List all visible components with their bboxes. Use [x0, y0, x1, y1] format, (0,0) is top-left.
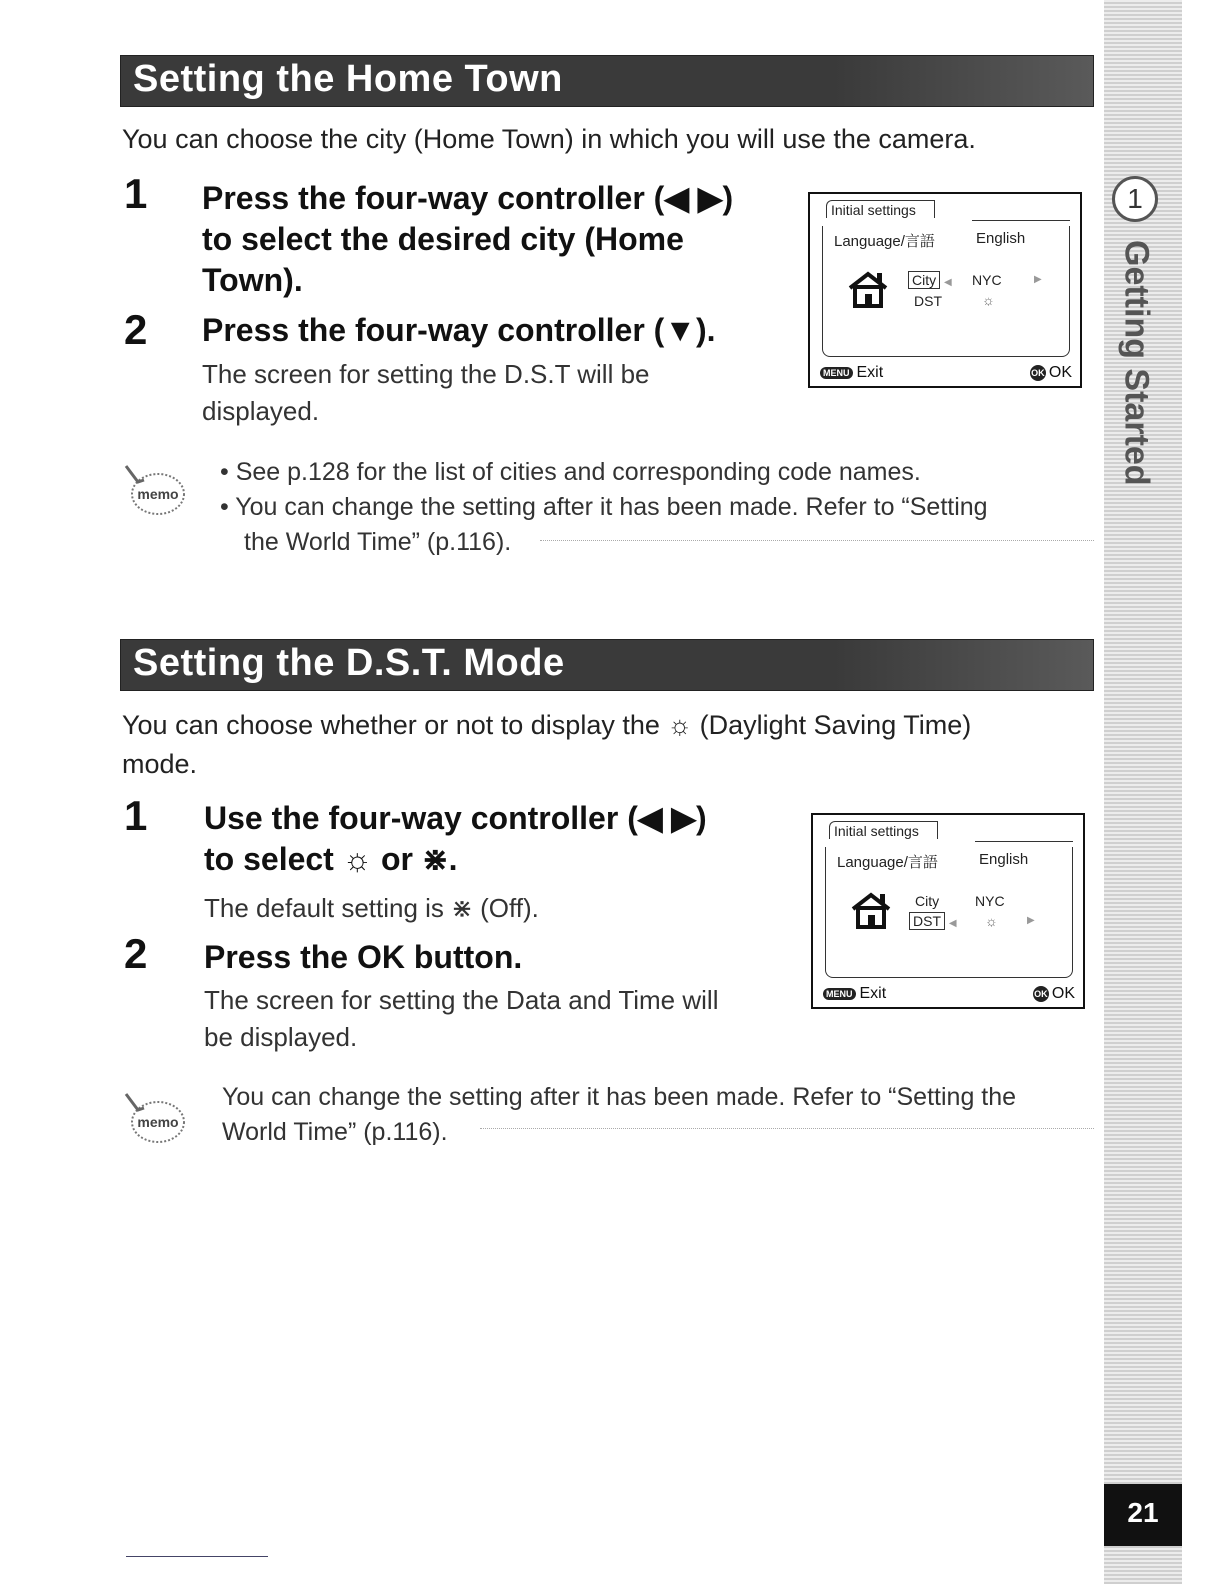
exit-label: MENU Exit: [823, 985, 886, 1003]
memo-label: memo: [137, 1114, 179, 1130]
section-title: Setting the D.S.T. Mode: [133, 642, 565, 684]
memo-icon: [122, 462, 186, 518]
language-label: Language/言語: [837, 854, 938, 871]
step-heading: Use the four-way controller (◀ ▶) to select ☼ or ⋇.: [204, 800, 707, 877]
city-label: City: [915, 893, 940, 909]
section-title: Setting the Home Town: [133, 58, 563, 100]
language-value: English: [976, 230, 1026, 247]
right-arrow-icon: ▶: [1034, 274, 1042, 285]
section-intro: You can choose whether or not to display the ☼ (Daylight Saving Time) mode.: [122, 710, 972, 779]
step-number: 1: [124, 170, 148, 217]
footer-rule: [126, 1556, 268, 1557]
memo-icon: [122, 1090, 186, 1146]
memo-notes: • See p.128 for the list of cities and corresponding code names. • You can change the setting after it has been made. Refer to “Setting the World Time” (p.116).: [220, 458, 988, 556]
language-label: Language/言語: [834, 233, 935, 250]
step-heading: Press the four-way controller (◀ ▶) to select the desired city (Home Town).: [202, 180, 734, 298]
chapter-number-badge: 1: [1112, 176, 1158, 222]
dst-on-icon: ☼: [985, 913, 998, 929]
section-banner-home-town: [120, 55, 1094, 107]
step-heading: Press the four-way controller (▼).: [202, 312, 716, 348]
memo-notes: You can change the setting after it has been made. Refer to “Setting the World Time” (p.116).: [222, 1083, 1017, 1146]
camera-screen-home-town: [808, 192, 1082, 388]
ok-button-icon: OK: [1030, 365, 1046, 381]
city-value: NYC: [972, 272, 1002, 288]
step-heading: Press the OK button.: [204, 939, 523, 975]
left-arrow-icon: ◀: [944, 277, 952, 288]
step-body: The screen for setting the D.S.T will be displayed.: [202, 359, 650, 426]
dst-label-selected: DST: [909, 912, 945, 930]
memo-label: memo: [137, 486, 179, 502]
ok-label: OK OK: [1034, 985, 1075, 1002]
home-icon: [849, 891, 893, 929]
page-number: 21: [1104, 1484, 1182, 1546]
chapter-label: Getting Started: [1117, 240, 1156, 486]
dst-on-icon: ☼: [982, 292, 995, 308]
screen-tab-label: Initial settings: [829, 821, 938, 839]
step-number: 2: [124, 930, 148, 977]
menu-button-icon: MENU: [823, 988, 856, 1000]
step-number: 1: [124, 792, 148, 839]
city-label-selected: City: [908, 271, 940, 289]
section-intro: You can choose the city (Home Town) in which you will use the camera.: [122, 124, 976, 154]
camera-screen-dst: [811, 813, 1085, 1009]
chapter-side-tab: [1104, 0, 1182, 1584]
home-icon: [846, 270, 890, 308]
step-body: The default setting is ⋇ (Off).: [204, 893, 539, 923]
language-value: English: [979, 851, 1029, 868]
ok-label: OK OK: [1031, 364, 1072, 381]
step-number: 2: [124, 306, 148, 353]
dst-label: DST: [914, 293, 942, 309]
left-arrow-icon: ◀: [948, 918, 957, 929]
right-arrow-icon: ▶: [1027, 915, 1035, 926]
menu-button-icon: MENU: [820, 367, 853, 379]
screen-tab-label: Initial settings: [826, 200, 935, 218]
step-body: The screen for setting the Data and Time will be displayed.: [204, 985, 719, 1052]
ok-button-icon: OK: [1033, 986, 1049, 1002]
city-value: NYC: [975, 893, 1005, 909]
exit-label: MENU Exit: [820, 364, 883, 382]
section-banner-dst-mode: [120, 639, 1094, 691]
